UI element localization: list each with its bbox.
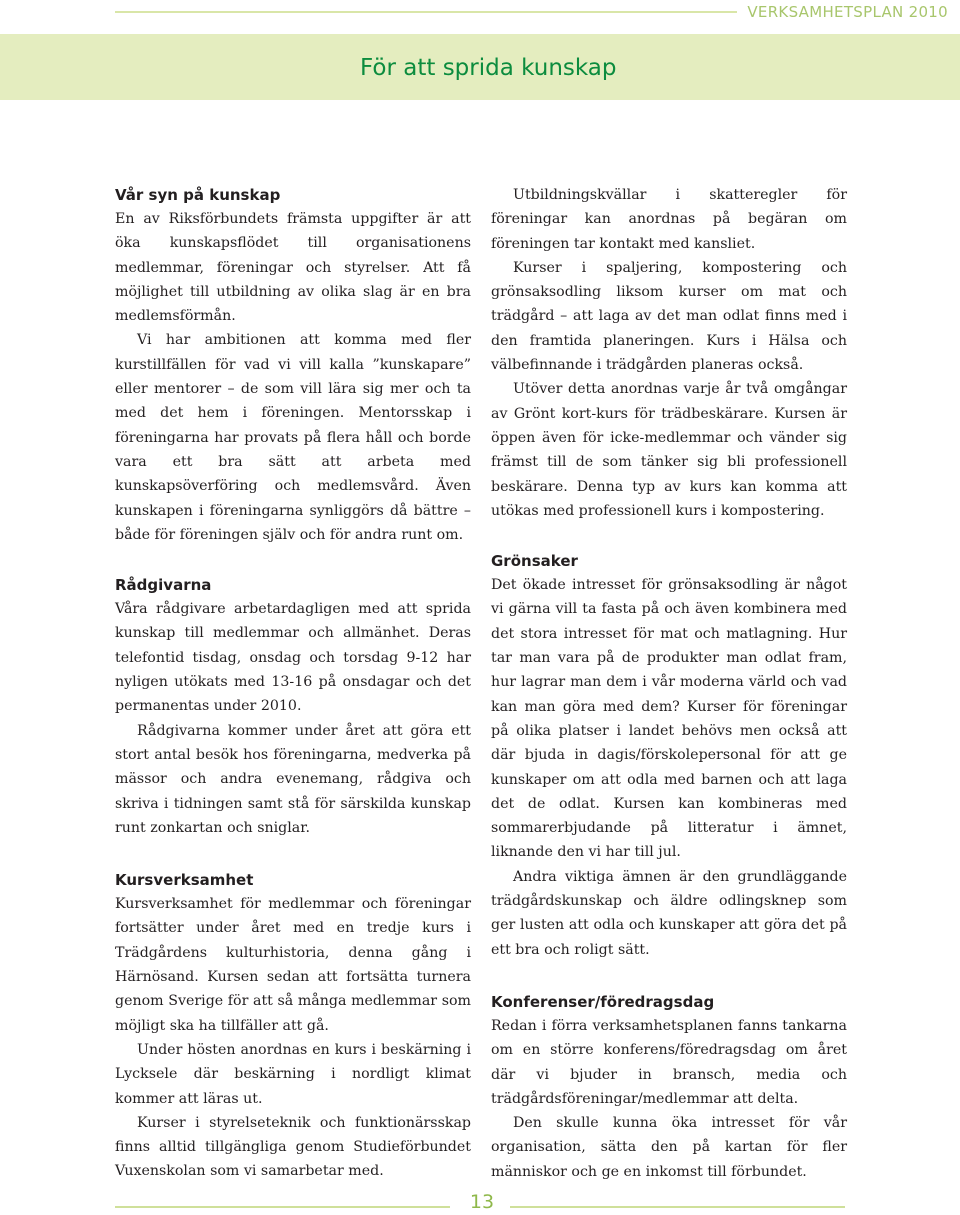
paragraph: Under hösten anordnas en kurs i beskärning i Lycksele där beskärning i nordligt klimat kommer att läras ut. bbox=[115, 1041, 471, 1107]
paragraph: Utöver detta anordnas varje år två omgångar av Grönt kort-kurs för trädbeskärare. Kursen är öppen även för icke-medlemmar och vänder sig främst till de som tänker sig bli professionell beskärare. Denna typ av kurs kan komma att utökas med professionell kurs i kompostering. bbox=[491, 381, 847, 519]
section-heading-kursverksamhet: Kursverksamhet bbox=[115, 871, 254, 890]
right-column bbox=[491, 183, 847, 1184]
section-heading-radgivarna: Rådgivarna bbox=[115, 576, 212, 595]
paragraph: Utbildningskvällar i skatteregler för föreningar kan anordnas på begäran om föreningen tar kontakt med kansliet. bbox=[491, 187, 847, 252]
paragraph: Kursverksamhet för medlemmar och föreningar fortsätter under året med en tredje kurs i Trädgårdens kulturhistoria, denna gång i Härnösand. Kursen sedan att fortsätta turnera genom Sverige för att så många medlemmar som möjligt ska ha tillfäller att gå. bbox=[115, 896, 471, 1034]
paragraph: Kurser i spaljering, kompostering och grönsaksodling liksom kurser om mat och trädgård – att laga av det man odlat finns med i den framtida planeringen. Kurs i Hälsa och välbefinnande i trädgården planeras också. bbox=[491, 259, 847, 374]
running-header bbox=[0, 0, 960, 24]
footer-rule-left bbox=[115, 1206, 450, 1208]
section-heading-gronsaker: Grönsaker bbox=[491, 552, 578, 571]
running-title: VERKSAMHETSPLAN 2010 bbox=[737, 2, 960, 22]
paragraph: Våra rådgivare arbetardagligen med att sprida kunskap till medlemmar och allmänhet. Deras telefontid tisdag, onsdag och torsdag 9-12 har nyligen utökats med 13-16 på onsdagar och det permanentas under 2010. bbox=[115, 601, 471, 715]
paragraph: Den skulle kunna öka intresset för vår organisation, sätta den på kartan för fler människor och ge en inkomst till förbundet. bbox=[491, 1115, 847, 1180]
title-banner bbox=[0, 34, 960, 100]
paragraph: Rådgivarna kommer under året att göra ett stort antal besök hos föreningarna, medverka på mässor och andra evenemang, rådgiva och skriva i tidningen samt stå för särskilda kunskap runt zonkartan och sniglar. bbox=[115, 722, 471, 836]
paragraph: En av Riksförbundets främsta uppgifter är att öka kunskapsflödet till organisationens medlemmar, föreningar och styrelser. Att få möjlighet till utbildning av olika slag är en bra medlemsförmån. bbox=[115, 211, 471, 325]
paragraph: Vi har ambitionen att komma med fler kurstillfällen för vad vi vill kalla ”kunskapare” eller mentorer – de som vill lära sig mer och ta med det hem i föreningen. Mentorsskap i föreningarna har provats på flera håll och borde vara ett bra sätt att arbeta med kunskapsöverföring och medlemsvård. Även kunskapen i föreningarna synliggörs då bättre – både för föreningen själv och för andra runt om. bbox=[115, 332, 471, 543]
section-heading-var-syn: Vår syn på kunskap bbox=[115, 186, 281, 204]
page-number: 13 bbox=[469, 1191, 495, 1213]
section-heading-konferenser: Konferenser/föredragsdag bbox=[491, 992, 715, 1011]
footer-rule-right bbox=[510, 1206, 845, 1208]
left-column bbox=[115, 183, 471, 1184]
page-title: För att sprida kunskap bbox=[360, 55, 617, 81]
paragraph: Det ökade intresset för grönsaksodling är något vi gärna vill ta fasta på och även kombinera med det stora intresset för mat och matlagning. Hur tar man vara på de produkter man odlat fram, hur lagrar man dem i vår moderna värld och vad kan man göra med dem? Kurser för föreningar på olika platser i landet behövs men också att där bjuda in dagis/förskolepersonal för att ge kunskaper om att odla med barnen och att laga det de odlat. Kursen kan kombineras med sommarerbjudande på litteratur i ämnet, liknande den vi har till jul. bbox=[491, 577, 847, 861]
paragraph: Redan i förra verksamhetsplanen fanns tankarna om en större konferens/föredragsdag om året där vi bjuder in bransch, media och trädgårdsföreningar/medlemmar att delta. bbox=[491, 1017, 847, 1107]
paragraph: Andra viktiga ämnen är den grundläggande trädgårdskunskap och äldre odlingsknep som ger lusten att odla och kunskaper att göra det på ett bra och roligt sätt. bbox=[491, 868, 847, 958]
paragraph: Kurser i styrelseteknik och funktionärsskap finns alltid tillgängliga genom Studieförbundet Vuxenskolan som vi samarbetar med. bbox=[115, 1114, 471, 1180]
